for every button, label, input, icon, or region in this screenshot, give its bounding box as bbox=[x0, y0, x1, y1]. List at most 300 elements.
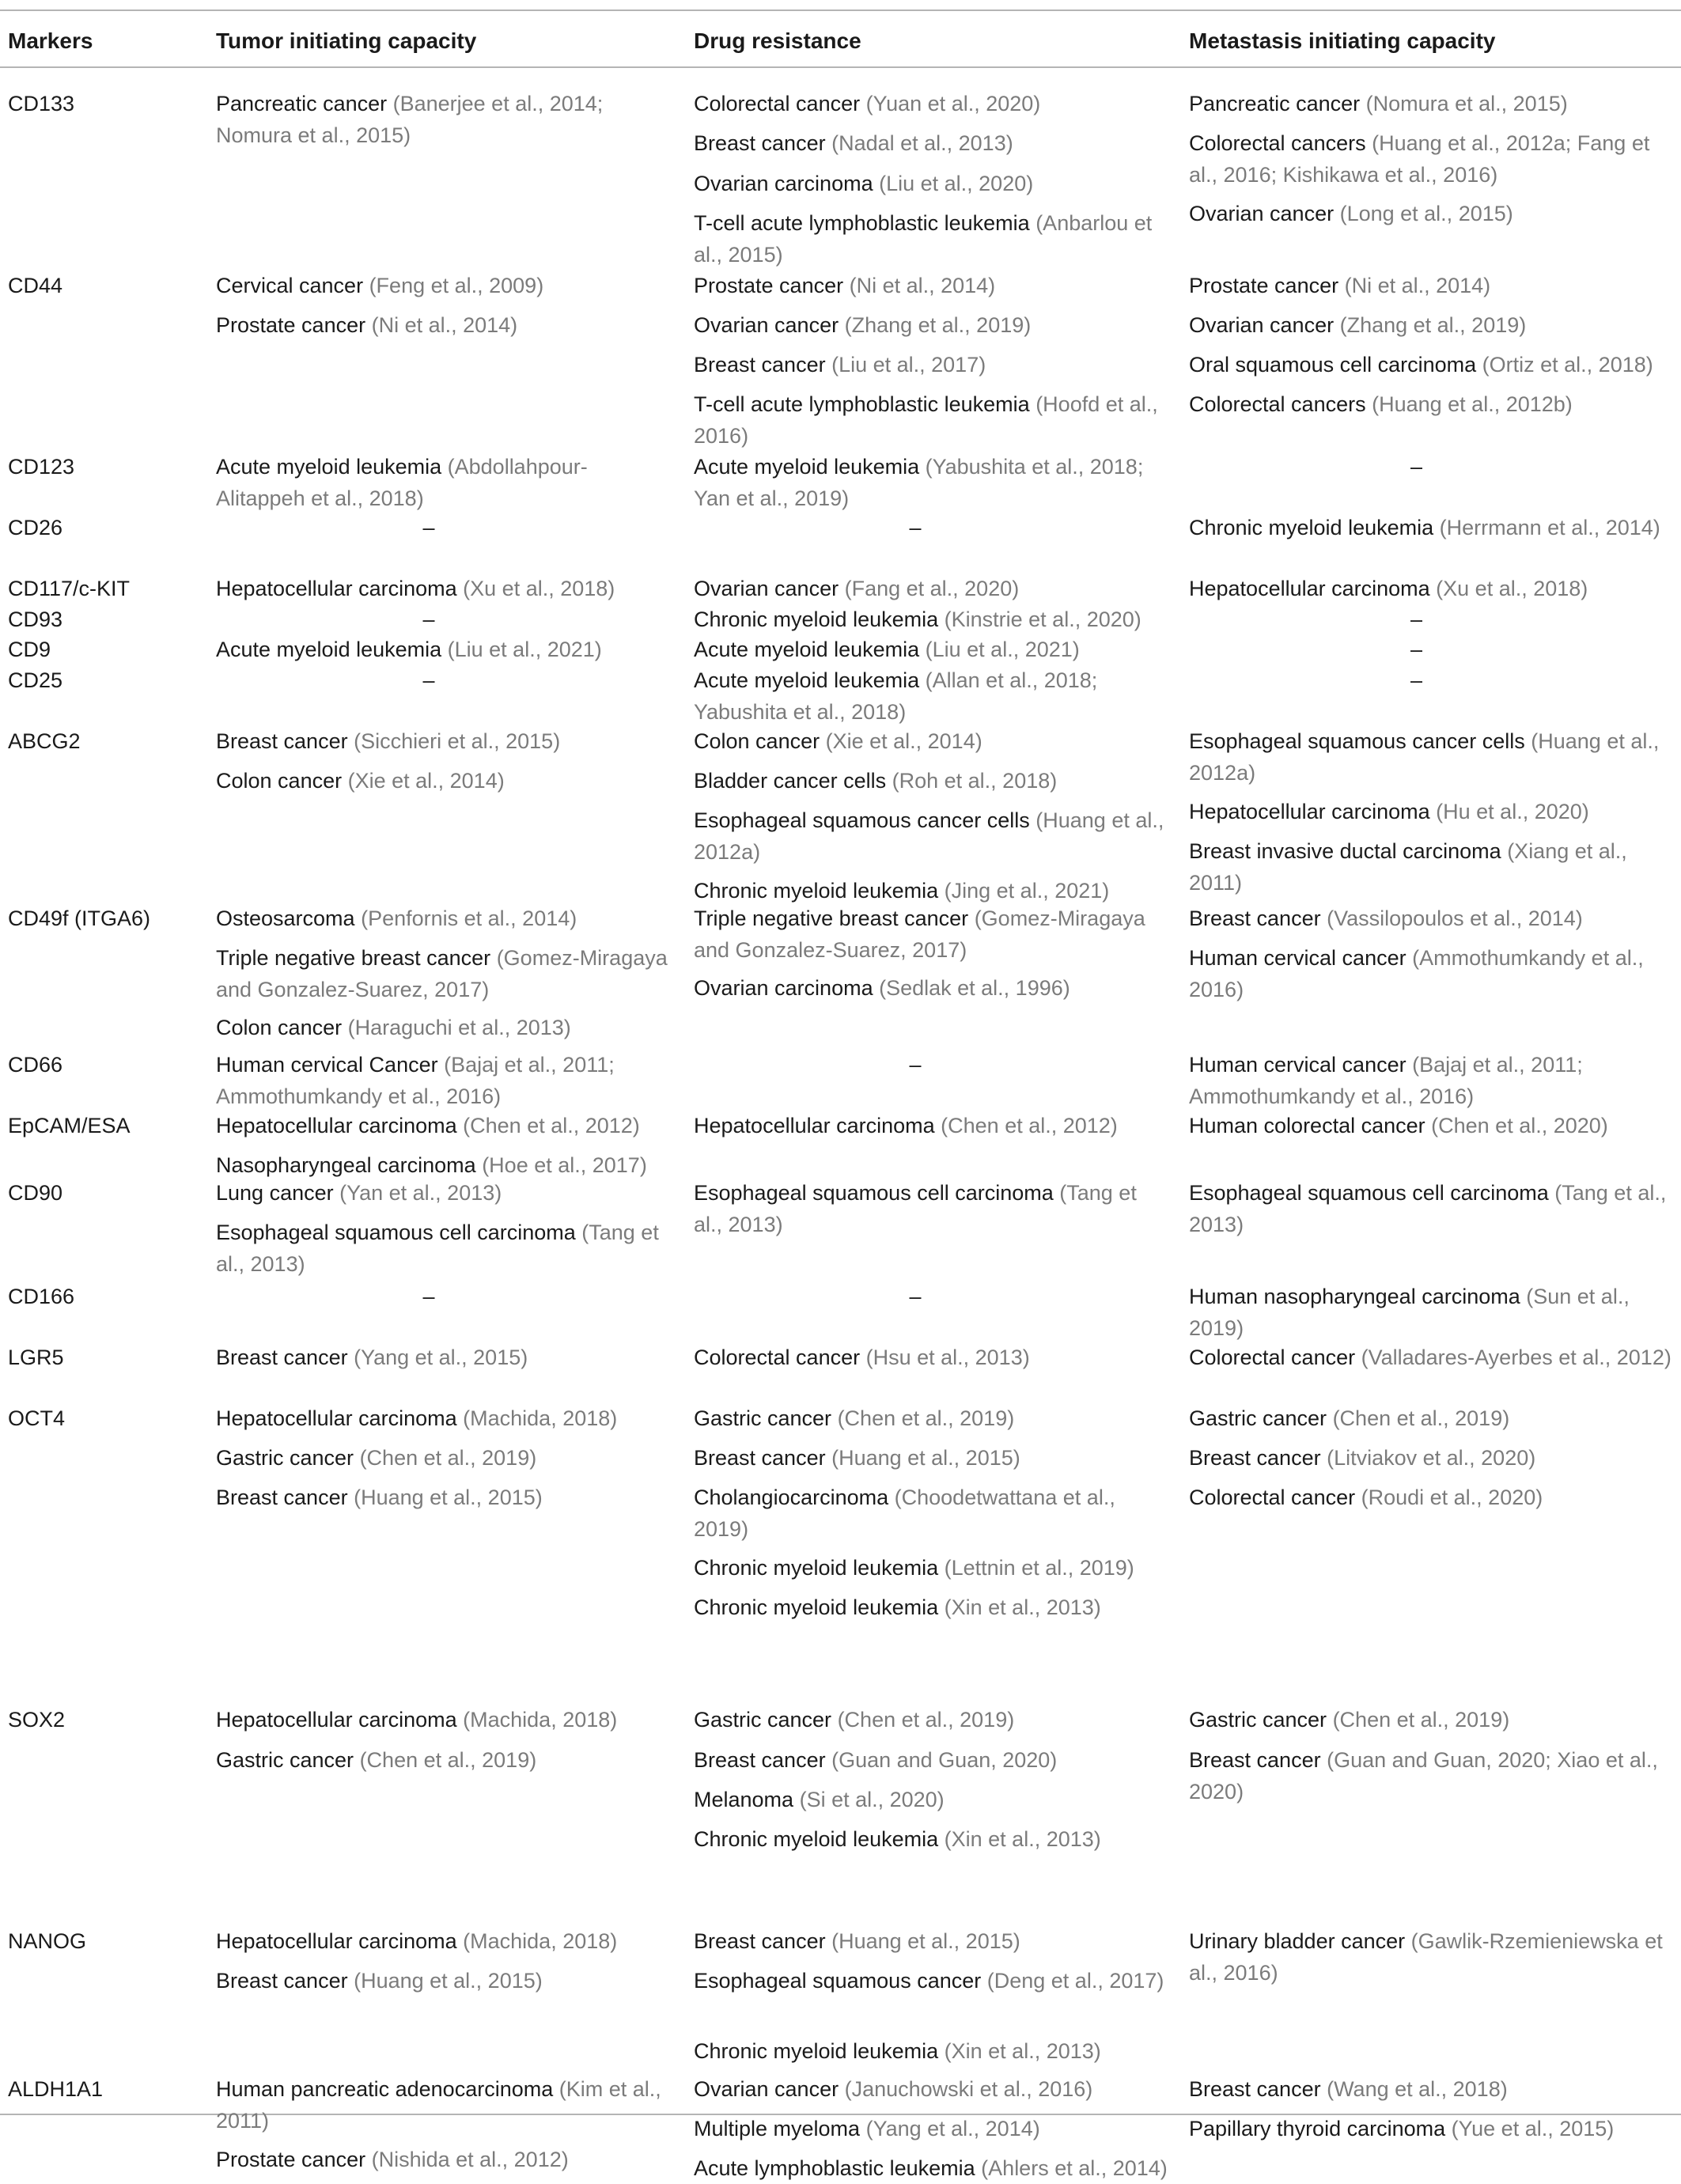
cancer-entry bbox=[694, 2113, 1168, 2144]
cancer-type: Human cervical cancer bbox=[1189, 1053, 1413, 1077]
citation: (Xu et al., 2018) bbox=[463, 577, 615, 600]
cancer-type: Colon cancer bbox=[216, 769, 348, 793]
cancer-entry bbox=[1189, 2113, 1675, 2144]
cancer-type: Chronic myeloid leukemia bbox=[694, 1827, 945, 1851]
cancer-entry bbox=[1189, 796, 1675, 827]
citation: (Ni et al., 2014) bbox=[371, 313, 518, 337]
cancer-entry bbox=[1189, 198, 1675, 229]
cancer-type: Chronic myeloid leukemia bbox=[694, 879, 945, 903]
cancer-type: Ovarian cancer bbox=[1189, 202, 1340, 225]
citation: (Nadal et al., 2013) bbox=[831, 131, 1013, 155]
cancer-entry bbox=[694, 1442, 1168, 1474]
cancer-type: Breast invasive ductal carcinoma bbox=[1189, 839, 1508, 863]
citation: (Chen et al., 2019) bbox=[1332, 1708, 1510, 1732]
marker-cell: NANOG bbox=[8, 1929, 87, 1953]
cancer-type: Colorectal cancer bbox=[694, 1346, 866, 1369]
citation: (Guan and Guan, 2020; Xiao et al., 2020) bbox=[1189, 1748, 1658, 1804]
cancer-entry bbox=[694, 2152, 1168, 2184]
cancer-type: Colorectal cancer bbox=[694, 92, 866, 115]
cancer-entry bbox=[694, 349, 1168, 380]
citation: (Gawlik-Rzemieniewska et al., 2016) bbox=[1189, 1929, 1663, 1985]
cancer-type: Gastric cancer bbox=[1189, 1406, 1333, 1430]
cancer-entry bbox=[216, 725, 673, 757]
marker-cell: CD26 bbox=[8, 516, 63, 539]
cancer-entry bbox=[694, 1342, 1168, 1373]
cancer-type: Acute myeloid leukemia bbox=[694, 668, 926, 692]
cancer-entry bbox=[694, 2073, 1168, 2105]
cancer-entry bbox=[694, 1482, 1168, 1545]
citation: (Kim et al., 2011) bbox=[216, 2077, 661, 2133]
cancer-entry bbox=[694, 127, 1168, 159]
citation: (Zhang et al., 2019) bbox=[1339, 313, 1527, 337]
cancer-type: Triple negative breast cancer bbox=[216, 946, 497, 970]
citation: (Vassilopoulos et al., 2014) bbox=[1327, 907, 1583, 930]
citation: (Haraguchi et al., 2013) bbox=[347, 1016, 571, 1039]
cancer-entry bbox=[694, 903, 1168, 966]
marker-cell: CD90 bbox=[8, 1181, 63, 1205]
cancer-type: Melanoma bbox=[694, 1788, 800, 1811]
cancer-entry bbox=[1189, 1177, 1675, 1240]
citation: (Long et al., 2015) bbox=[1339, 202, 1513, 225]
empty-cell-dash: – bbox=[909, 1053, 922, 1077]
cancer-entry bbox=[1189, 942, 1675, 1005]
cancer-entry bbox=[1189, 1110, 1675, 1141]
citation: (Valladares-Ayerbes et al., 2012) bbox=[1361, 1346, 1672, 1369]
header-markers: Markers bbox=[8, 28, 93, 53]
cancer-entry bbox=[216, 1925, 673, 1957]
citation: (Yue et al., 2015) bbox=[1451, 2117, 1615, 2140]
cancer-entry bbox=[694, 451, 1168, 514]
cancer-entry bbox=[694, 88, 1168, 119]
marker-cell: EpCAM/ESA bbox=[8, 1114, 131, 1137]
cancer-type: Prostate cancer bbox=[1189, 274, 1345, 297]
citation: (Jing et al., 2021) bbox=[944, 879, 1110, 903]
cancer-entry bbox=[1189, 388, 1675, 420]
empty-cell-dash: – bbox=[1410, 638, 1423, 661]
cancer-type: Gastric cancer bbox=[694, 1708, 838, 1732]
header-metastasis-initiating-capacity: Metastasis initiating capacity bbox=[1189, 28, 1496, 53]
citation: (Machida, 2018) bbox=[463, 1708, 618, 1732]
citation: (Chen et al., 2012) bbox=[941, 1114, 1118, 1137]
marker-cell: CD117/c-KIT bbox=[8, 577, 131, 600]
cancer-type: Hepatocellular carcinoma bbox=[216, 1929, 464, 1953]
cancer-type: Breast cancer bbox=[694, 353, 832, 377]
marker-cell: CD123 bbox=[8, 455, 75, 479]
cancer-type: Oral squamous cell carcinoma bbox=[1189, 353, 1482, 377]
marker-cell: CD9 bbox=[8, 638, 51, 661]
citation: (Chen et al., 2019) bbox=[359, 1446, 537, 1470]
cancer-entry bbox=[1189, 270, 1675, 301]
cancer-type: Lung cancer bbox=[216, 1181, 340, 1205]
cancer-entry bbox=[694, 1592, 1168, 1623]
cancer-type: Ovarian cancer bbox=[694, 313, 845, 337]
cancer-entry bbox=[694, 168, 1168, 199]
citation: (Sun et al., 2019) bbox=[1189, 1285, 1630, 1340]
cancer-type: Breast cancer bbox=[694, 1446, 832, 1470]
cancer-type: Colorectal cancer bbox=[1189, 1346, 1361, 1369]
cancer-type: Chronic myeloid leukemia bbox=[694, 2039, 945, 2063]
cancer-entry bbox=[216, 1110, 673, 1141]
cancer-type: Colon cancer bbox=[694, 729, 826, 753]
empty-cell-dash: – bbox=[422, 516, 435, 539]
citation: (Machida, 2018) bbox=[463, 1929, 618, 1953]
cancer-entry bbox=[1189, 1704, 1675, 1735]
marker-cell: CD49f (ITGA6) bbox=[8, 907, 151, 930]
citation: (Nomura et al., 2015) bbox=[1365, 92, 1568, 115]
citation: (Yuan et al., 2020) bbox=[865, 92, 1041, 115]
cancer-entry bbox=[694, 1177, 1168, 1240]
table-top-rule bbox=[0, 9, 1681, 11]
cancer-type: Colon cancer bbox=[216, 1016, 348, 1039]
cancer-type: Acute myeloid leukemia bbox=[694, 638, 926, 661]
cancer-entry bbox=[216, 1217, 673, 1280]
cancer-type: Chronic myeloid leukemia bbox=[694, 608, 945, 631]
cancer-type: Gastric cancer bbox=[694, 1406, 838, 1430]
cancer-entry bbox=[1189, 573, 1675, 604]
citation: (Gomez-Miragaya and Gonzalez-Suarez, 2017) bbox=[216, 946, 668, 1001]
citation: (Liu et al., 2021) bbox=[447, 638, 602, 661]
cancer-type: Prostate cancer bbox=[216, 2148, 372, 2171]
cancer-entry bbox=[1189, 1342, 1675, 1373]
empty-cell-dash: – bbox=[1410, 668, 1423, 692]
cancer-type: Hepatocellular carcinoma bbox=[694, 1114, 941, 1137]
cancer-type: Ovarian carcinoma bbox=[694, 976, 880, 1000]
cancer-entry bbox=[216, 88, 673, 151]
citation: (Anbarlou et al., 2015) bbox=[694, 211, 1153, 267]
cancer-type: Human colorectal cancer bbox=[1189, 1114, 1432, 1137]
cancer-type: T-cell acute lymphoblastic leukemia bbox=[694, 392, 1036, 416]
citation: (Deng et al., 2017) bbox=[986, 1969, 1164, 1993]
cancer-entry bbox=[1189, 349, 1675, 380]
header-drug-resistance: Drug resistance bbox=[694, 28, 861, 53]
cancer-entry bbox=[694, 1552, 1168, 1584]
cancer-entry bbox=[694, 634, 1168, 665]
citation: (Ahlers et al., 2014) bbox=[981, 2156, 1168, 2180]
cancer-entry bbox=[694, 1402, 1168, 1434]
cancer-type: Hepatocellular carcinoma bbox=[216, 1708, 464, 1732]
citation: (Xiang et al., 2011) bbox=[1189, 839, 1627, 895]
citation: (Zhang et al., 2019) bbox=[844, 313, 1032, 337]
citation: (Gomez-Miragaya and Gonzalez-Suarez, 2017) bbox=[694, 907, 1145, 962]
cancer-type: Urinary bladder cancer bbox=[1189, 1929, 1411, 1953]
cancer-entry bbox=[216, 903, 673, 934]
cancer-entry bbox=[1189, 88, 1675, 119]
cancer-type: Breast cancer bbox=[1189, 1446, 1327, 1470]
cancer-entry bbox=[694, 875, 1168, 907]
citation: (Tang et al., 2013) bbox=[694, 1181, 1137, 1236]
citation: (Lettnin et al., 2019) bbox=[944, 1556, 1134, 1580]
cancer-entry bbox=[216, 1402, 673, 1434]
citation: (Yabushita et al., 2018; Yan et al., 2019) bbox=[694, 455, 1144, 510]
citation: (Bajaj et al., 2011; Ammothumkandy et al., 2016) bbox=[216, 1053, 615, 1108]
citation: (Nishida et al., 2012) bbox=[371, 2148, 569, 2171]
cancer-type: Human pancreatic adenocarcinoma bbox=[216, 2077, 559, 2101]
citation: (Chen et al., 2019) bbox=[1332, 1406, 1510, 1430]
citation: (Huang et al., 2012b) bbox=[1372, 392, 1573, 416]
cancer-entry bbox=[1189, 309, 1675, 341]
citation: (Liu et al., 2017) bbox=[831, 353, 986, 377]
cancer-type: Papillary thyroid carcinoma bbox=[1189, 2117, 1452, 2140]
cancer-entry bbox=[694, 604, 1168, 635]
citation: (Yang et al., 2015) bbox=[354, 1346, 528, 1369]
cancer-type: Breast cancer bbox=[1189, 1748, 1327, 1772]
cancer-entry bbox=[1189, 1744, 1675, 1807]
marker-cell: CD44 bbox=[8, 274, 63, 297]
cancer-entry bbox=[694, 573, 1168, 604]
cancer-entry bbox=[694, 2035, 1168, 2067]
cancer-type: Ovarian cancer bbox=[694, 2077, 845, 2101]
cancer-entry bbox=[216, 1744, 673, 1776]
marker-cell: SOX2 bbox=[8, 1708, 66, 1732]
citation: (Abdollahpour-Alitappeh et al., 2018) bbox=[216, 455, 588, 510]
cancer-entry bbox=[1189, 903, 1675, 934]
cancer-type: Nasopharyngeal carcinoma bbox=[216, 1153, 483, 1177]
marker-cell: LGR5 bbox=[8, 1346, 64, 1369]
citation: (Hsu et al., 2013) bbox=[865, 1346, 1030, 1369]
marker-cell: OCT4 bbox=[8, 1406, 66, 1430]
cancer-type: Breast cancer bbox=[216, 1486, 354, 1509]
marker-cell: CD166 bbox=[8, 1285, 75, 1308]
cancer-entry bbox=[216, 1342, 673, 1373]
citation: (Wang et al., 2018) bbox=[1327, 2077, 1508, 2101]
citation: (Huang et al., 2012a) bbox=[694, 808, 1164, 864]
cancer-entry bbox=[216, 765, 673, 797]
citation: (Chen et al., 2019) bbox=[359, 1748, 537, 1772]
cancer-type: Human cervical Cancer bbox=[216, 1053, 445, 1077]
cancer-entry bbox=[216, 1442, 673, 1474]
marker-cell: CD25 bbox=[8, 668, 63, 692]
cancer-entry bbox=[694, 309, 1168, 341]
citation: (Herrmann et al., 2014) bbox=[1439, 516, 1660, 539]
cancer-type: Ovarian cancer bbox=[694, 577, 845, 600]
citation: (Sicchieri et al., 2015) bbox=[354, 729, 561, 753]
citation: (Chen et al., 2019) bbox=[837, 1708, 1015, 1732]
cancer-type: Breast cancer bbox=[694, 1929, 832, 1953]
cancer-type: Prostate cancer bbox=[216, 313, 372, 337]
citation: (Guan and Guan, 2020) bbox=[831, 1748, 1058, 1772]
citation: (Huang et al., 2012a; Fang et al., 2016; Kishikawa et al., 2016) bbox=[1189, 131, 1650, 187]
cancer-type: Prostate cancer bbox=[694, 274, 850, 297]
cancer-entry bbox=[1189, 1402, 1675, 1434]
cancer-type: Bladder cancer cells bbox=[694, 769, 892, 793]
cancer-entry bbox=[694, 725, 1168, 757]
header-bottom-rule bbox=[0, 66, 1681, 68]
cancer-entry bbox=[216, 1704, 673, 1735]
cancer-type: Ovarian cancer bbox=[1189, 313, 1340, 337]
cancer-entry bbox=[1189, 1482, 1675, 1513]
cancer-type: Gastric cancer bbox=[216, 1748, 360, 1772]
cancer-entry bbox=[1189, 1281, 1675, 1344]
citation: (Roudi et al., 2020) bbox=[1361, 1486, 1543, 1509]
cancer-entry bbox=[694, 1110, 1168, 1141]
citation: (Ni et al., 2014) bbox=[849, 274, 996, 297]
citation: (Xin et al., 2013) bbox=[944, 1595, 1101, 1619]
cancer-type: Triple negative breast cancer bbox=[694, 907, 975, 930]
cancer-type: Colorectal cancers bbox=[1189, 392, 1372, 416]
citation: (Liu et al., 2020) bbox=[879, 172, 1034, 195]
cancer-entry bbox=[216, 1012, 673, 1043]
cancer-type: Colorectal cancers bbox=[1189, 131, 1372, 155]
citation: (Ni et al., 2014) bbox=[1344, 274, 1491, 297]
cancer-entry bbox=[694, 664, 1168, 728]
citation: (Feng et al., 2009) bbox=[369, 274, 544, 297]
cancer-type: T-cell acute lymphoblastic leukemia bbox=[694, 211, 1036, 235]
cancer-type: Human nasopharyngeal carcinoma bbox=[1189, 1285, 1527, 1308]
cancer-type: Esophageal squamous cell carcinoma bbox=[1189, 1181, 1555, 1205]
cancer-entry bbox=[694, 270, 1168, 301]
cancer-type: Esophageal squamous cancer cells bbox=[1189, 729, 1531, 753]
cancer-type: Colorectal cancer bbox=[1189, 1486, 1361, 1509]
cancer-type: Chronic myeloid leukemia bbox=[1189, 516, 1440, 539]
cancer-entry bbox=[216, 1177, 673, 1209]
cancer-type: Cholangiocarcinoma bbox=[694, 1486, 895, 1509]
cancer-entry bbox=[216, 573, 673, 604]
cancer-entry bbox=[694, 972, 1168, 1004]
citation: (Hoofd et al., 2016) bbox=[694, 392, 1158, 448]
cancer-entry bbox=[1189, 2073, 1675, 2105]
citation: (Roh et al., 2018) bbox=[892, 769, 1058, 793]
empty-cell-dash: – bbox=[422, 668, 435, 692]
marker-cell: CD133 bbox=[8, 92, 75, 115]
cancer-entry bbox=[694, 1925, 1168, 1957]
citation: (Tang et al., 2013) bbox=[1189, 1181, 1667, 1236]
citation: (Litviakov et al., 2020) bbox=[1327, 1446, 1536, 1470]
citation: (Machida, 2018) bbox=[463, 1406, 618, 1430]
citation: (Huang et al., 2012a) bbox=[1189, 729, 1660, 785]
citation: (Huang et al., 2015) bbox=[354, 1486, 543, 1509]
citation: (Penfornis et al., 2014) bbox=[361, 907, 577, 930]
cancer-type: Hepatocellular carcinoma bbox=[216, 1406, 464, 1430]
cancer-type: Osteosarcoma bbox=[216, 907, 362, 930]
empty-cell-dash: – bbox=[422, 1285, 435, 1308]
empty-cell-dash: – bbox=[422, 608, 435, 631]
cancer-type: Breast cancer bbox=[216, 729, 354, 753]
citation: (Huang et al., 2015) bbox=[831, 1446, 1020, 1470]
cancer-entry bbox=[694, 207, 1168, 271]
empty-cell-dash: – bbox=[909, 1285, 922, 1308]
cancer-type: Breast cancer bbox=[216, 1969, 354, 1993]
citation: (Choodetwattana et al., 2019) bbox=[694, 1486, 1115, 1541]
citation: (Huang et al., 2015) bbox=[831, 1929, 1020, 1953]
cancer-entry bbox=[216, 2144, 673, 2175]
citation: (Ortiz et al., 2018) bbox=[1482, 353, 1653, 377]
cancer-type: Ovarian carcinoma bbox=[694, 172, 880, 195]
cancer-entry bbox=[694, 804, 1168, 868]
citation: (Hoe et al., 2017) bbox=[482, 1153, 647, 1177]
cancer-entry bbox=[1189, 1925, 1675, 1989]
citation: (Allan et al., 2018; Yabushita et al., 2018) bbox=[694, 668, 1098, 724]
citation: (Fang et al., 2020) bbox=[844, 577, 1020, 600]
citation: (Liu et al., 2021) bbox=[925, 638, 1080, 661]
cancer-type: Pancreatic cancer bbox=[216, 92, 393, 115]
citation: (Yan et al., 2013) bbox=[339, 1181, 502, 1205]
citation: (Yang et al., 2014) bbox=[865, 2117, 1040, 2140]
marker-cell: ABCG2 bbox=[8, 729, 81, 753]
cancer-type: Breast cancer bbox=[1189, 907, 1327, 930]
cancer-entry bbox=[694, 1965, 1168, 1997]
citation: (Xu et al., 2018) bbox=[1436, 577, 1588, 600]
cancer-type: Pancreatic cancer bbox=[1189, 92, 1366, 115]
citation: (Chen et al., 2019) bbox=[837, 1406, 1015, 1430]
cancer-entry bbox=[216, 942, 673, 1005]
citation: (Huang et al., 2015) bbox=[354, 1969, 543, 1993]
citation: (Xie et al., 2014) bbox=[347, 769, 505, 793]
citation: (Si et al., 2020) bbox=[799, 1788, 945, 1811]
citation: (Kinstrie et al., 2020) bbox=[944, 608, 1141, 631]
citation: (Ammothumkandy et al., 2016) bbox=[1189, 946, 1644, 1001]
cancer-entry bbox=[216, 1965, 673, 1997]
cancer-entry bbox=[694, 1784, 1168, 1815]
cancer-entry bbox=[216, 634, 673, 665]
cancer-entry bbox=[1189, 127, 1675, 191]
citation: (Chen et al., 2020) bbox=[1431, 1114, 1608, 1137]
cancer-entry bbox=[694, 1744, 1168, 1776]
cancer-entry bbox=[216, 2073, 673, 2137]
citation: (Xin et al., 2013) bbox=[944, 1827, 1101, 1851]
citation: (Xie et al., 2014) bbox=[825, 729, 982, 753]
header-tumor-initiating-capacity: Tumor initiating capacity bbox=[216, 28, 477, 53]
cancer-type: Hepatocellular carcinoma bbox=[216, 577, 464, 600]
citation: (Januchowski et al., 2016) bbox=[844, 2077, 1093, 2101]
cancer-type: Multiple myeloma bbox=[694, 2117, 866, 2140]
cancer-type: Human cervical cancer bbox=[1189, 946, 1413, 970]
cancer-type: Acute myeloid leukemia bbox=[694, 455, 926, 479]
cancer-entry bbox=[1189, 1442, 1675, 1474]
cancer-type: Breast cancer bbox=[694, 1748, 832, 1772]
cancer-type: Hepatocellular carcinoma bbox=[216, 1114, 464, 1137]
cancer-entry bbox=[216, 1149, 673, 1181]
cancer-type: Acute myeloid leukemia bbox=[216, 455, 448, 479]
cancer-entry bbox=[1189, 835, 1675, 899]
cancer-entry bbox=[694, 1823, 1168, 1855]
marker-cell: CD66 bbox=[8, 1053, 63, 1077]
citation: (Hu et al., 2020) bbox=[1436, 800, 1589, 823]
citation: (Xin et al., 2013) bbox=[944, 2039, 1101, 2063]
cancer-entry bbox=[1189, 512, 1675, 543]
cancer-type: Esophageal squamous cell carcinoma bbox=[694, 1181, 1060, 1205]
cancer-type: Esophageal squamous cancer bbox=[694, 1969, 987, 1993]
empty-cell-dash: – bbox=[1410, 455, 1423, 479]
citation: (Chen et al., 2012) bbox=[463, 1114, 640, 1137]
marker-cell: CD93 bbox=[8, 608, 63, 631]
cancer-entry bbox=[1189, 725, 1675, 789]
cancer-entry bbox=[216, 1482, 673, 1513]
cancer-entry bbox=[216, 270, 673, 301]
cancer-type: Hepatocellular carcinoma bbox=[1189, 800, 1437, 823]
cancer-entry bbox=[694, 388, 1168, 452]
cancer-type: Breast cancer bbox=[1189, 2077, 1327, 2101]
cancer-entry bbox=[694, 1704, 1168, 1735]
cancer-entry bbox=[216, 309, 673, 341]
empty-cell-dash: – bbox=[1410, 608, 1423, 631]
cancer-type: Hepatocellular carcinoma bbox=[1189, 577, 1437, 600]
empty-cell-dash: – bbox=[909, 516, 922, 539]
citation: (Banerjee et al., 2014; Nomura et al., 2015) bbox=[216, 92, 604, 147]
cancer-type: Cervical cancer bbox=[216, 274, 369, 297]
cancer-type: Gastric cancer bbox=[216, 1446, 360, 1470]
citation: (Sedlak et al., 1996) bbox=[879, 976, 1070, 1000]
cancer-type: Esophageal squamous cancer cells bbox=[694, 808, 1036, 832]
citation: (Tang et al., 2013) bbox=[216, 1221, 659, 1276]
cancer-type: Breast cancer bbox=[694, 131, 832, 155]
cancer-entry bbox=[1189, 1049, 1675, 1112]
cancer-entry bbox=[694, 765, 1168, 797]
cancer-type: Acute myeloid leukemia bbox=[216, 638, 448, 661]
cancer-type: Chronic myeloid leukemia bbox=[694, 1556, 945, 1580]
cancer-type: Acute lymphoblastic leukemia bbox=[694, 2156, 982, 2180]
cancer-type: Gastric cancer bbox=[1189, 1708, 1333, 1732]
cancer-type: Breast cancer bbox=[216, 1346, 354, 1369]
